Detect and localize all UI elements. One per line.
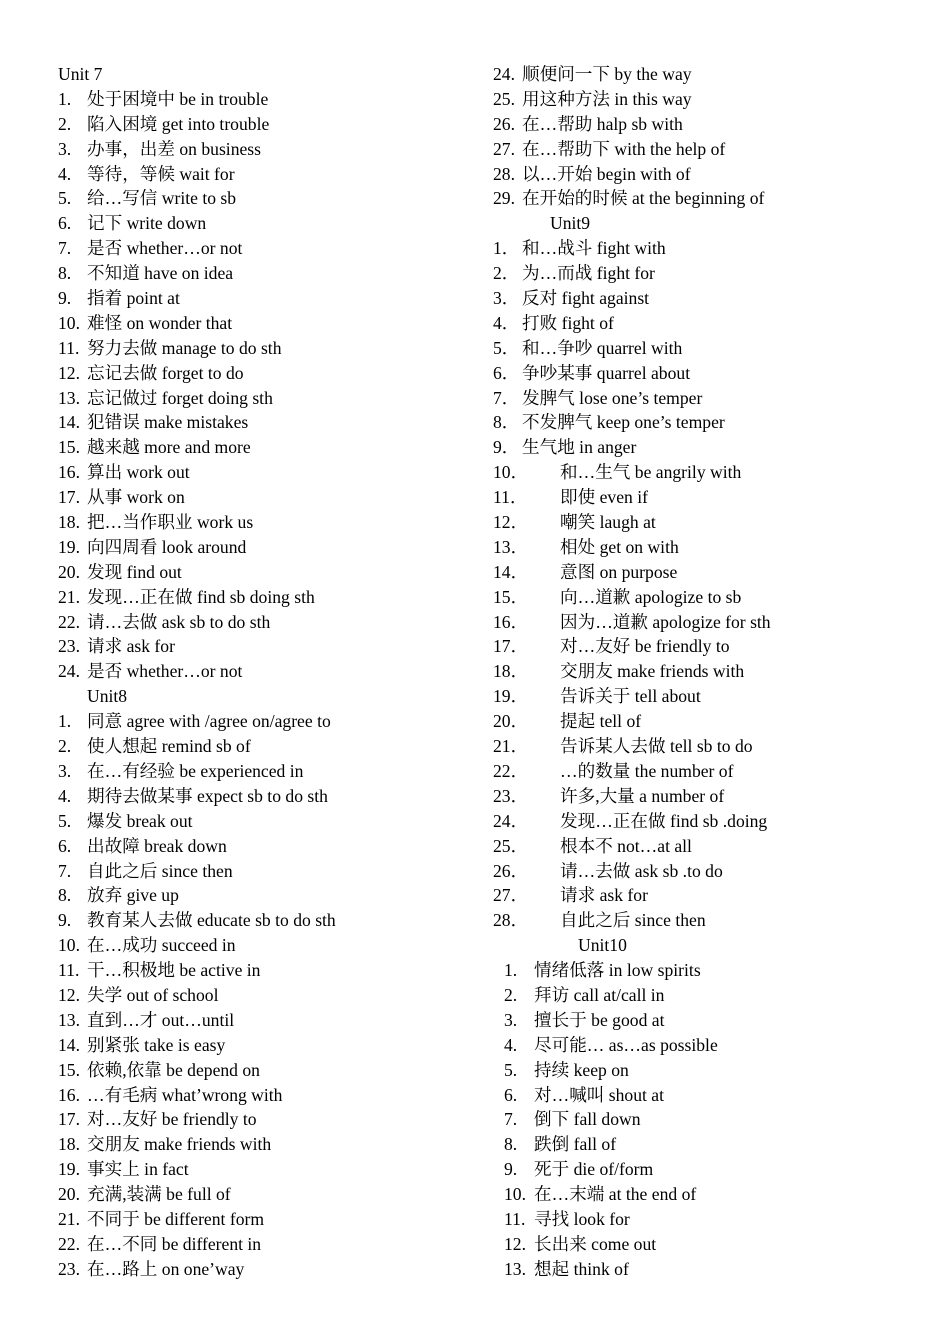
item-number: 16. (58, 462, 80, 483)
item-number: 14． (493, 561, 529, 582)
list-item (58, 1008, 478, 1033)
item-text: 期待去做某事 expect sb to do sth (87, 785, 328, 806)
item-text: 擅长于 be good at (534, 1009, 665, 1030)
item-number: 5. (504, 1059, 518, 1080)
item-text: 办事，出差 on business (87, 138, 261, 159)
list-item (493, 137, 933, 162)
item-number: 7. (58, 860, 72, 881)
item-number: 18. (58, 1134, 80, 1155)
item-text: 难怪 on wonder that (87, 312, 233, 333)
list-item (493, 485, 933, 510)
list-item (493, 386, 933, 411)
item-text: 别紧张 take is easy (87, 1034, 226, 1055)
item-text: 在…帮助下 with the help of (522, 138, 726, 159)
list-item (493, 435, 933, 460)
list-item (493, 1083, 933, 1108)
item-text: 直到…才 out…until (87, 1009, 235, 1030)
item-text: 忘记去做 forget to do (87, 362, 244, 383)
list-item (58, 162, 478, 187)
item-number: 1. (58, 711, 72, 732)
item-number: 20. (58, 1184, 80, 1205)
item-number: 5. (58, 188, 72, 209)
item-text: 在…有经验 be experienced in (87, 760, 304, 781)
list-item (58, 983, 478, 1008)
list-item (493, 62, 933, 87)
list-item (493, 859, 933, 884)
list-item (58, 859, 478, 884)
unit7-heading: Unit 7 (58, 64, 103, 84)
item-number: 25． (493, 835, 529, 856)
unit9-list-b (493, 460, 933, 933)
list-item (493, 659, 933, 684)
list-item (493, 311, 933, 336)
left-column (58, 62, 478, 1282)
list-item (493, 1157, 933, 1182)
item-number: 2. (58, 736, 72, 757)
list-item (58, 560, 478, 585)
list-item (493, 236, 933, 261)
unit8-heading: Unit8 (87, 686, 128, 707)
item-text: 尽可能… as…as possible (534, 1034, 718, 1055)
list-item (493, 684, 933, 709)
list-item (58, 1083, 478, 1108)
item-number: 27. (493, 138, 515, 159)
list-item (493, 809, 933, 834)
item-number: 11. (504, 1208, 526, 1229)
item-text: 提起 tell of (560, 711, 642, 732)
list-item (58, 610, 478, 635)
item-number: 6． (493, 362, 520, 383)
list-item (58, 336, 478, 361)
item-number: 12. (504, 1233, 526, 1254)
item-number: 14. (58, 1034, 80, 1055)
item-number: 8. (504, 1134, 518, 1155)
unit8-list (58, 709, 478, 1281)
item-text: 干…积极地 be active in (87, 960, 261, 981)
item-text: …的数量 the number of (560, 760, 734, 781)
unit10-list (493, 958, 933, 1282)
list-item (58, 435, 478, 460)
item-number: 25. (493, 88, 515, 109)
list-item (493, 610, 933, 635)
list-item (58, 958, 478, 983)
list-item (493, 759, 933, 784)
item-number: 19． (493, 686, 529, 707)
item-text: 在…成功 succeed in (87, 935, 236, 956)
item-text: 意图 on purpose (560, 561, 678, 582)
item-number: 23． (493, 785, 529, 806)
list-item (493, 709, 933, 734)
item-text: 把…当作职业 work us (87, 512, 254, 533)
item-text: 交朋友 make friends with (560, 661, 745, 682)
item-text: 打败 fight of (522, 312, 614, 333)
item-number: 4. (58, 785, 72, 806)
item-text: 嘲笑 laugh at (560, 512, 656, 533)
item-text: 爆发 break out (87, 810, 193, 831)
list-item (493, 87, 933, 112)
list-item (58, 834, 478, 859)
item-text: 在…不同 be different in (87, 1233, 262, 1254)
unit9-heading: Unit9 (550, 213, 591, 234)
item-number: 10. (58, 935, 80, 956)
list-item (58, 759, 478, 784)
list-item (58, 585, 478, 610)
list-item (493, 958, 933, 983)
item-number: 8. (58, 263, 72, 284)
item-number: 15． (493, 586, 529, 607)
list-item (493, 1107, 933, 1132)
item-text: 交朋友 make friends with (87, 1134, 272, 1155)
item-number: 9. (58, 910, 72, 931)
list-item (58, 361, 478, 386)
item-number: 12. (58, 984, 80, 1005)
item-number: 18． (493, 661, 529, 682)
list-item (58, 659, 478, 684)
list-item (58, 1257, 478, 1282)
list-item (58, 809, 478, 834)
item-text: 告诉关于 tell about (560, 686, 701, 707)
item-text: 反对 fight against (522, 288, 650, 309)
item-text: 在…末端 at the end of (534, 1184, 697, 1205)
item-number: 21． (493, 736, 529, 757)
item-number: 15. (58, 437, 80, 458)
item-text: 出故障 break down (87, 835, 227, 856)
item-text: 是否 whether…or not (87, 238, 243, 259)
item-text: 陷入困境 get into trouble (87, 113, 270, 134)
item-text: 许多,大量 a number of (560, 785, 725, 806)
list-item (58, 460, 478, 485)
item-number: 24． (493, 810, 529, 831)
item-number: 1. (504, 960, 518, 981)
list-item (58, 386, 478, 411)
item-number: 9． (493, 437, 520, 458)
item-text: 是否 whether…or not (87, 661, 243, 682)
item-number: 14. (58, 412, 80, 433)
item-text: 对…友好 be friendly to (560, 636, 730, 657)
list-item (58, 634, 478, 659)
item-text: 放弃 give up (87, 885, 179, 906)
item-number: 13． (493, 536, 529, 557)
item-text: 教育某人去做 educate sb to do sth (87, 910, 336, 931)
item-text: 犯错误 make mistakes (87, 412, 249, 433)
list-item (58, 535, 478, 560)
item-number: 20. (58, 561, 80, 582)
list-item (58, 1058, 478, 1083)
item-number: 27． (493, 885, 529, 906)
item-text: 充满,装满 be full of (87, 1184, 231, 1205)
unit10-heading: Unit10 (578, 935, 627, 956)
item-text: …有毛病 what’wrong with (87, 1084, 283, 1105)
item-number: 17. (58, 487, 80, 508)
list-item (58, 1107, 478, 1132)
item-number: 13. (58, 1009, 80, 1030)
list-item (493, 261, 933, 286)
item-number: 21. (58, 586, 80, 607)
list-item (493, 1058, 933, 1083)
item-text: 对…喊叫 shout at (534, 1084, 664, 1105)
list-item (58, 211, 478, 236)
list-item (58, 908, 478, 933)
item-text: 根本不 not…at all (560, 835, 692, 856)
item-text: 请…去做 ask sb to do sth (87, 611, 271, 632)
list-item (58, 734, 478, 759)
list-item (493, 162, 933, 187)
item-text: 使人想起 remind sb of (87, 736, 251, 757)
item-number: 3． (493, 288, 520, 309)
list-item (493, 1232, 933, 1257)
item-text: 和…生气 be angrily with (560, 462, 742, 483)
item-number: 2. (504, 984, 518, 1005)
item-text: 和…战斗 fight with (522, 238, 666, 259)
item-number: 7． (493, 387, 520, 408)
item-number: 11． (493, 487, 528, 508)
item-text: 发现 find out (87, 561, 182, 582)
item-text: 告诉某人去做 tell sb to do (560, 736, 753, 757)
item-text: 给…写信 write to sb (87, 188, 237, 209)
item-text: 依赖,依靠 be depend on (87, 1059, 260, 1080)
item-text: 死于 die of/form (534, 1159, 654, 1180)
item-text: 即使 even if (560, 487, 648, 508)
list-item (58, 883, 478, 908)
list-item (58, 410, 478, 435)
item-number: 28． (493, 910, 529, 931)
item-text: 在…帮助 halp sb with (522, 113, 683, 134)
item-text: 向…道歉 apologize to sb (560, 586, 742, 607)
item-text: 用这种方法 in this way (522, 88, 692, 109)
item-text: 发现…正在做 find sb .doing (560, 810, 768, 831)
item-number: 19. (58, 536, 80, 557)
item-text: 忘记做过 forget doing sth (87, 387, 273, 408)
item-number: 2． (493, 263, 520, 284)
item-text: 生气地 in anger (522, 437, 637, 458)
item-number: 26． (493, 860, 529, 881)
item-number: 4. (504, 1034, 518, 1055)
item-number: 17． (493, 636, 529, 657)
item-text: 和…争吵 quarrel with (522, 337, 683, 358)
item-text: 对…友好 be friendly to (87, 1109, 257, 1130)
list-item (493, 1033, 933, 1058)
item-number: 24. (493, 64, 515, 84)
item-number: 28. (493, 163, 515, 184)
item-number: 13. (58, 387, 80, 408)
item-text: 越来越 more and more (87, 437, 251, 458)
item-number: 22. (58, 611, 80, 632)
item-number: 6. (504, 1084, 518, 1105)
item-number: 3. (504, 1009, 518, 1030)
item-text: 自此之后 since then (87, 860, 233, 881)
item-number: 7. (504, 1109, 518, 1130)
list-item (493, 560, 933, 585)
item-text: 发现…正在做 find sb doing sth (87, 586, 315, 607)
item-text: 向四周看 look around (87, 536, 247, 557)
list-item (58, 1207, 478, 1232)
item-text: 在开始的时候 at the beginning of (522, 188, 765, 209)
item-number: 19. (58, 1159, 80, 1180)
item-number: 12. (58, 362, 80, 383)
item-number: 17. (58, 1109, 80, 1130)
item-text: 拜访 call at/call in (534, 984, 665, 1005)
list-item (493, 336, 933, 361)
item-text: 持续 keep on (534, 1059, 629, 1080)
item-number: 5． (493, 337, 520, 358)
list-item (493, 1132, 933, 1157)
list-item (493, 535, 933, 560)
item-text: 记下 write down (87, 213, 207, 234)
list-item (493, 186, 933, 211)
item-text: 倒下 fall down (534, 1109, 641, 1130)
item-number: 8. (58, 885, 72, 906)
item-text: 情绪低落 in low spirits (534, 960, 701, 981)
item-text: 请…去做 ask sb .to do (560, 860, 723, 881)
item-text: 算出 work out (87, 462, 190, 483)
item-number: 3. (58, 760, 72, 781)
list-item (58, 1157, 478, 1182)
list-item (58, 261, 478, 286)
list-item (58, 933, 478, 958)
item-number: 11. (58, 960, 80, 981)
unit7-list (58, 87, 478, 684)
list-item (493, 634, 933, 659)
item-number: 26. (493, 113, 515, 134)
item-text: 不同于 be different form (87, 1208, 265, 1229)
item-text: 事实上 in fact (87, 1159, 189, 1180)
item-number: 10. (58, 312, 80, 333)
item-number: 4． (493, 312, 520, 333)
list-item (493, 784, 933, 809)
list-item (493, 460, 933, 485)
item-number: 3. (58, 138, 72, 159)
item-number: 23. (58, 1258, 80, 1279)
item-text: 跌倒 fall of (534, 1134, 617, 1155)
list-item (58, 485, 478, 510)
list-item (493, 361, 933, 386)
list-item (58, 286, 478, 311)
item-text: 自此之后 since then (560, 910, 706, 931)
list-item (493, 908, 933, 933)
item-number: 23. (58, 636, 80, 657)
list-item (493, 1008, 933, 1033)
item-number: 6. (58, 835, 72, 856)
item-number: 10. (504, 1184, 526, 1205)
list-item (58, 510, 478, 535)
item-number: 12． (493, 512, 529, 533)
item-number: 1． (493, 238, 520, 259)
list-item (58, 236, 478, 261)
item-text: 顺便问一下 by the way (522, 64, 692, 84)
list-item (493, 834, 933, 859)
list-item (493, 410, 933, 435)
item-number: 16. (58, 1084, 80, 1105)
unit8-continued-list (493, 62, 933, 211)
item-number: 18. (58, 512, 80, 533)
list-item (58, 709, 478, 734)
list-item (58, 137, 478, 162)
list-item (493, 734, 933, 759)
item-number: 21. (58, 1208, 80, 1229)
item-text: 等待，等候 wait for (87, 163, 235, 184)
list-item (493, 585, 933, 610)
item-number: 10． (493, 462, 529, 483)
item-number: 9. (58, 288, 72, 309)
item-text: 失学 out of school (87, 984, 219, 1005)
item-text: 长出来 come out (534, 1233, 657, 1254)
item-text: 寻找 look for (534, 1208, 630, 1229)
list-item (58, 186, 478, 211)
item-number: 22． (493, 760, 529, 781)
list-item (493, 1257, 933, 1282)
list-item (493, 883, 933, 908)
list-item (58, 87, 478, 112)
item-text: 想起 think of (534, 1258, 629, 1279)
item-text: 同意 agree with /agree on/agree to (87, 711, 331, 732)
item-text: 因为…道歉 apologize for sth (560, 611, 771, 632)
item-number: 2. (58, 113, 72, 134)
item-number: 20． (493, 711, 529, 732)
list-item (58, 1182, 478, 1207)
item-number: 4. (58, 163, 72, 184)
item-text: 不知道 have on idea (87, 263, 234, 284)
item-text: 不发脾气 keep one’s temper (522, 412, 725, 433)
list-item (493, 112, 933, 137)
item-number: 6. (58, 213, 72, 234)
list-item (58, 311, 478, 336)
list-item (58, 784, 478, 809)
item-text: 处于困境中 be in trouble (87, 88, 269, 109)
list-item (493, 1207, 933, 1232)
item-text: 相处 get on with (560, 536, 679, 557)
item-number: 9. (504, 1159, 518, 1180)
item-text: 指着 point at (87, 288, 180, 309)
item-number: 7. (58, 238, 72, 259)
right-column (493, 62, 933, 1282)
item-number: 5. (58, 810, 72, 831)
list-item (58, 1033, 478, 1058)
item-number: 8． (493, 412, 520, 433)
item-number: 13. (504, 1258, 526, 1279)
item-number: 29. (493, 188, 515, 209)
item-text: 请求 ask for (560, 885, 648, 906)
item-number: 1. (58, 88, 72, 109)
item-text: 努力去做 manage to do sth (87, 337, 282, 358)
item-number: 24. (58, 661, 80, 682)
list-item (58, 112, 478, 137)
item-text: 以…开始 begin with of (522, 163, 691, 184)
item-number: 15. (58, 1059, 80, 1080)
list-item (58, 1232, 478, 1257)
item-number: 16． (493, 611, 529, 632)
item-text: 争吵某事 quarrel about (522, 362, 691, 383)
item-number: 22. (58, 1233, 80, 1254)
unit9-list-a (493, 236, 933, 460)
item-number: 11. (58, 337, 80, 358)
item-text: 发脾气 lose one’s temper (522, 387, 703, 408)
item-text: 从事 work on (87, 487, 185, 508)
list-item (58, 1132, 478, 1157)
list-item (493, 983, 933, 1008)
list-item (493, 510, 933, 535)
item-text: 为…而战 fight for (522, 263, 655, 284)
item-text: 在…路上 on one’way (87, 1258, 245, 1279)
item-text: 请求 ask for (87, 636, 175, 657)
list-item (493, 1182, 933, 1207)
list-item (493, 286, 933, 311)
